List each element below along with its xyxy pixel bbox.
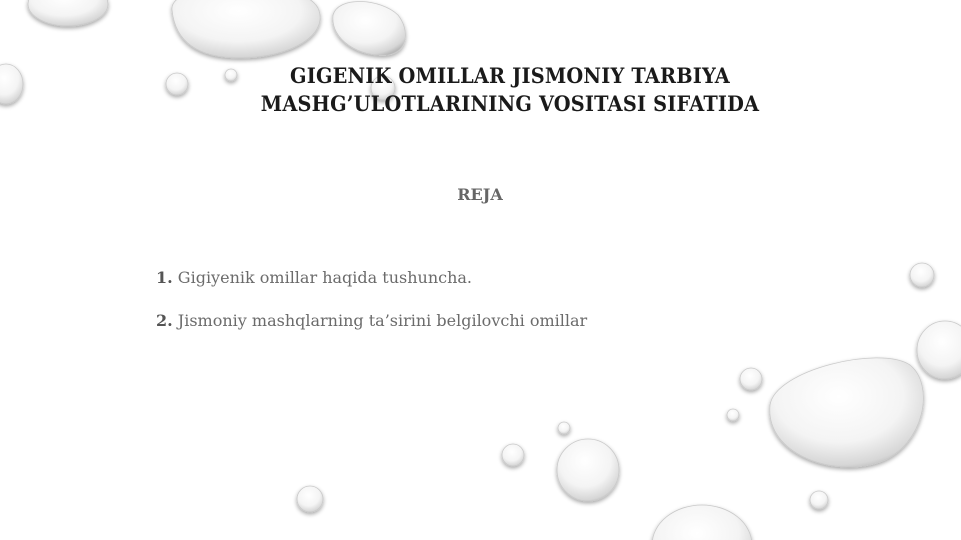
drop-3	[333, 1, 406, 55]
drop-10	[740, 368, 762, 390]
drop-12	[727, 409, 739, 421]
drop-15	[502, 444, 524, 466]
slide-title	[179, 62, 841, 118]
slide-title-line-1: GIGENIK OMILLAR JISMONIY TARBIYA	[290, 63, 730, 88]
drop-4	[0, 64, 23, 104]
drop-16	[557, 439, 619, 501]
drop-1	[28, 0, 108, 26]
drop-18	[652, 505, 752, 540]
list-item-number: 1.	[156, 268, 173, 287]
drop-9	[917, 321, 961, 379]
list-item-number: 2.	[156, 311, 173, 330]
drop-17	[297, 486, 323, 512]
list-item	[156, 267, 796, 289]
drop-14	[558, 422, 570, 434]
drop-8	[910, 263, 934, 287]
plan-list	[156, 267, 796, 353]
drop-2	[172, 0, 320, 58]
list-item-text: Jismoniy mashqlarning ta’sirini belgilovchi omillar	[177, 311, 588, 330]
slide-title-line-2: MASHG’ULOTLARINING VOSITASI SIFATIDA	[260, 91, 760, 116]
list-item-text: Gigiyenik omillar haqida tushuncha.	[177, 268, 473, 287]
slide-subtitle: REJA	[457, 185, 503, 204]
list-item	[156, 310, 796, 332]
drop-13	[810, 491, 828, 509]
drop-11	[770, 358, 924, 467]
